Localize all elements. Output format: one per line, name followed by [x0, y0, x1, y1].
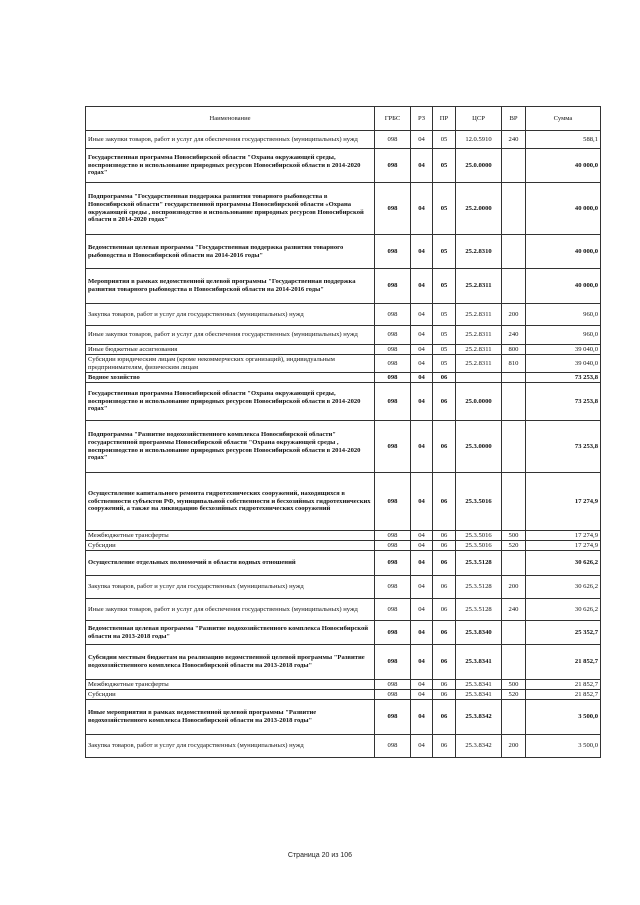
header-csr: ЦСР: [456, 107, 502, 131]
cell-rz: 04: [411, 576, 433, 599]
cell-pr: 06: [433, 690, 456, 700]
cell-rz: 04: [411, 645, 433, 680]
cell-csr: 25.2.8311: [456, 355, 502, 373]
cell-vr: 200: [502, 576, 526, 599]
cell-csr: 25.3.8341: [456, 645, 502, 680]
cell-name: Государственная программа Новосибирской области "Охрана окружающей среды, воспроизводство и использование природных ресурсов Новосибирской области в 2014-2020 годах": [86, 149, 375, 183]
cell-rz: 04: [411, 373, 433, 383]
cell-vr: [502, 269, 526, 304]
cell-grbs: 098: [375, 541, 411, 551]
cell-csr: 25.2.8310: [456, 235, 502, 269]
cell-grbs: 098: [375, 131, 411, 149]
cell-rz: 04: [411, 355, 433, 373]
cell-name: Закупка товаров, работ и услуг для государственных (муниципальных) нужд: [86, 735, 375, 758]
page-number: Страница 20 из 106: [287, 852, 353, 859]
cell-rz: 04: [411, 383, 433, 421]
cell-rz: 04: [411, 269, 433, 304]
table-row: [86, 680, 601, 690]
cell-name: Иные закупки товаров, работ и услуг для обеспечения государственных (муниципальных) нужд: [86, 326, 375, 345]
cell-grbs: 098: [375, 355, 411, 373]
cell-grbs: 098: [375, 326, 411, 345]
cell-rz: 04: [411, 531, 433, 541]
table-row: [86, 421, 601, 473]
cell-sum: 40 000,0: [526, 183, 601, 235]
cell-pr: 06: [433, 473, 456, 531]
cell-csr: 12.0.5910: [456, 131, 502, 149]
cell-name: Межбюджетные трансферты: [86, 680, 375, 690]
cell-rz: 04: [411, 345, 433, 355]
cell-rz: 04: [411, 735, 433, 758]
cell-grbs: 098: [375, 183, 411, 235]
cell-pr: 05: [433, 149, 456, 183]
cell-grbs: 098: [375, 680, 411, 690]
table-row: [86, 304, 601, 326]
cell-sum: 25 352,7: [526, 621, 601, 645]
cell-csr: 25.3.8342: [456, 735, 502, 758]
cell-pr: 05: [433, 131, 456, 149]
cell-csr: 25.3.0000: [456, 421, 502, 473]
cell-csr: 25.0.0000: [456, 383, 502, 421]
cell-grbs: 098: [375, 531, 411, 541]
cell-rz: 04: [411, 131, 433, 149]
cell-csr: [456, 373, 502, 383]
cell-grbs: 098: [375, 700, 411, 735]
cell-rz: 04: [411, 304, 433, 326]
header-grbs: ГРБС: [375, 107, 411, 131]
table-row: [86, 269, 601, 304]
cell-grbs: 098: [375, 690, 411, 700]
cell-name: Закупка товаров, работ и услуг для государственных (муниципальных) нужд: [86, 304, 375, 326]
header-vr: ВР: [502, 107, 526, 131]
cell-grbs: 098: [375, 421, 411, 473]
cell-csr: 25.3.8342: [456, 700, 502, 735]
table-row: [86, 131, 601, 149]
cell-grbs: 098: [375, 645, 411, 680]
table-row: [86, 531, 601, 541]
cell-name: Иные закупки товаров, работ и услуг для обеспечения государственных (муниципальных) нужд: [86, 131, 375, 149]
cell-grbs: 098: [375, 345, 411, 355]
cell-rz: 04: [411, 149, 433, 183]
cell-pr: 06: [433, 421, 456, 473]
cell-name: Ведомственная целевая программа "Развитие водохозяйственного комплекса Новосибирской области на 2013-2018 годы": [86, 621, 375, 645]
cell-name: Государственная программа Новосибирской области "Охрана окружающей среды, воспроизводство и использование природных ресурсов Новосибирской области в 2014-2020 годах": [86, 383, 375, 421]
cell-name: Субсидии: [86, 541, 375, 551]
table-row: [86, 700, 601, 735]
cell-name: Подпрограмма "Государственная поддержка развития товарного рыбоводства в Новосибирской области" государственной программы Новосибирской области «Охрана окружающей среды , воспроизводство и использование природных ресурсов Новосибирской области в 2014-2020 годах": [86, 183, 375, 235]
cell-name: Мероприятия в рамках ведомственной целевой программы "Государственная поддержка развития товарного рыбоводства в Новосибирской области на 2014-2016 годы": [86, 269, 375, 304]
cell-vr: 810: [502, 355, 526, 373]
cell-sum: 17 274,9: [526, 541, 601, 551]
table-row: [86, 576, 601, 599]
cell-rz: 04: [411, 690, 433, 700]
table-row: [86, 599, 601, 621]
cell-sum: 39 040,0: [526, 345, 601, 355]
cell-sum: 30 626,2: [526, 576, 601, 599]
cell-rz: 04: [411, 551, 433, 576]
cell-name: Субсидии: [86, 690, 375, 700]
cell-sum: 588,1: [526, 131, 601, 149]
cell-name: Подпрограмма "Развитие водохозяйственного комплекса Новосибирской области" государственной программы Новосибирской области "Охрана окружающей среды , воспроизводство и использование природных ресурсов Новосибирской области в 2014-2020 годах": [86, 421, 375, 473]
table-row: [86, 183, 601, 235]
cell-vr: 500: [502, 680, 526, 690]
cell-sum: 73 253,8: [526, 383, 601, 421]
cell-name: Ведомственная целевая программа "Государственная поддержка развития товарного рыбоводства в Новосибирской области на 2014-2016 годы": [86, 235, 375, 269]
header-name: Наименование: [86, 107, 375, 131]
table-row: [86, 690, 601, 700]
table-row: [86, 735, 601, 758]
cell-sum: 73 253,8: [526, 421, 601, 473]
cell-rz: 04: [411, 326, 433, 345]
table-row: [86, 373, 601, 383]
cell-sum: 17 274,9: [526, 531, 601, 541]
cell-pr: 06: [433, 735, 456, 758]
cell-grbs: 098: [375, 621, 411, 645]
cell-vr: [502, 621, 526, 645]
cell-grbs: 098: [375, 235, 411, 269]
cell-pr: 06: [433, 541, 456, 551]
cell-vr: 200: [502, 735, 526, 758]
cell-pr: 06: [433, 576, 456, 599]
cell-sum: 73 253,8: [526, 373, 601, 383]
cell-pr: 06: [433, 383, 456, 421]
cell-grbs: 098: [375, 551, 411, 576]
cell-csr: 25.3.5128: [456, 576, 502, 599]
cell-csr: 25.0.0000: [456, 149, 502, 183]
cell-vr: [502, 421, 526, 473]
cell-name: Субсидии местным бюджетам на реализацию ведомственной целевой программы "Развитие водохозяйственного комплекса Новосибирской области на 2013-2018 годы": [86, 645, 375, 680]
cell-csr: 25.3.5016: [456, 541, 502, 551]
table-row: [86, 645, 601, 680]
cell-vr: 240: [502, 131, 526, 149]
table-header-row: [86, 107, 601, 131]
cell-sum: 30 626,2: [526, 599, 601, 621]
cell-pr: 05: [433, 304, 456, 326]
cell-vr: [502, 149, 526, 183]
cell-pr: 06: [433, 680, 456, 690]
cell-rz: 04: [411, 541, 433, 551]
cell-grbs: 098: [375, 599, 411, 621]
header-sum: Сумма: [526, 107, 601, 131]
cell-sum: 3 500,0: [526, 700, 601, 735]
header-rz: РЗ: [411, 107, 433, 131]
cell-sum: 3 500,0: [526, 735, 601, 758]
cell-pr: 06: [433, 531, 456, 541]
cell-csr: 25.3.5016: [456, 531, 502, 541]
table-row: [86, 383, 601, 421]
table-row: [86, 345, 601, 355]
cell-sum: 40 000,0: [526, 149, 601, 183]
cell-csr: 25.3.5016: [456, 473, 502, 531]
cell-rz: 04: [411, 421, 433, 473]
cell-name: Водное хозяйство: [86, 373, 375, 383]
cell-pr: 05: [433, 355, 456, 373]
cell-csr: 25.3.5128: [456, 599, 502, 621]
cell-name: Осуществление капитального ремонта гидротехнических сооружений, находящихся в собственности субъектов РФ, муниципальной собственности и бесхозяйных гидротехнических сооружений, а также на ликвидацию бесхозяйных гидротехнических сооружений: [86, 473, 375, 531]
cell-csr: 25.2.8311: [456, 269, 502, 304]
cell-name: Межбюджетные трансферты: [86, 531, 375, 541]
table-row: [86, 551, 601, 576]
cell-csr: 25.2.8311: [456, 345, 502, 355]
cell-grbs: 098: [375, 304, 411, 326]
cell-pr: 06: [433, 373, 456, 383]
cell-sum: 960,0: [526, 326, 601, 345]
cell-sum: 40 000,0: [526, 235, 601, 269]
cell-name: Осуществление отдельных полномочий в области водных отношений: [86, 551, 375, 576]
cell-vr: [502, 235, 526, 269]
cell-vr: 240: [502, 599, 526, 621]
cell-vr: [502, 373, 526, 383]
cell-csr: 25.3.5128: [456, 551, 502, 576]
cell-pr: 06: [433, 551, 456, 576]
cell-pr: 05: [433, 345, 456, 355]
cell-sum: 21 852,7: [526, 680, 601, 690]
cell-vr: 200: [502, 304, 526, 326]
cell-sum: 40 000,0: [526, 269, 601, 304]
cell-rz: 04: [411, 183, 433, 235]
cell-csr: 25.3.8341: [456, 680, 502, 690]
cell-vr: [502, 645, 526, 680]
cell-csr: 25.3.8340: [456, 621, 502, 645]
cell-sum: 21 852,7: [526, 645, 601, 680]
cell-vr: 500: [502, 531, 526, 541]
cell-name: Иные бюджетные ассигнования: [86, 345, 375, 355]
table-row: [86, 541, 601, 551]
cell-vr: 520: [502, 541, 526, 551]
cell-grbs: 098: [375, 269, 411, 304]
cell-rz: 04: [411, 473, 433, 531]
cell-vr: 520: [502, 690, 526, 700]
cell-pr: 05: [433, 326, 456, 345]
cell-vr: [502, 383, 526, 421]
cell-csr: 25.3.8341: [456, 690, 502, 700]
cell-rz: 04: [411, 599, 433, 621]
cell-vr: 240: [502, 326, 526, 345]
cell-vr: [502, 551, 526, 576]
cell-name: Иные мероприятия в рамках ведомственной целевой программы "Развитие водохозяйственного комплекса Новосибирской области на 2013-2018 годы": [86, 700, 375, 735]
cell-sum: 960,0: [526, 304, 601, 326]
cell-name: Субсидии юридическим лицам (кроме некоммерческих организаций), индивидуальным предпринимателям, физическим лицам: [86, 355, 375, 373]
cell-sum: 21 852,7: [526, 690, 601, 700]
table-body: [86, 131, 601, 758]
cell-pr: 05: [433, 269, 456, 304]
header-pr: ПР: [433, 107, 456, 131]
table-row: [86, 149, 601, 183]
cell-grbs: 098: [375, 373, 411, 383]
cell-sum: 17 274,9: [526, 473, 601, 531]
table-row: [86, 235, 601, 269]
cell-name: Закупка товаров, работ и услуг для государственных (муниципальных) нужд: [86, 576, 375, 599]
cell-vr: 800: [502, 345, 526, 355]
cell-pr: 06: [433, 700, 456, 735]
cell-grbs: 098: [375, 149, 411, 183]
cell-grbs: 098: [375, 383, 411, 421]
cell-pr: 05: [433, 235, 456, 269]
budget-table: [85, 106, 601, 758]
cell-csr: 25.2.8311: [456, 304, 502, 326]
table-row: [86, 473, 601, 531]
cell-pr: 06: [433, 621, 456, 645]
cell-grbs: 098: [375, 473, 411, 531]
cell-rz: 04: [411, 235, 433, 269]
cell-csr: 25.2.8311: [456, 326, 502, 345]
cell-rz: 04: [411, 680, 433, 690]
cell-vr: [502, 473, 526, 531]
cell-sum: 30 626,2: [526, 551, 601, 576]
cell-grbs: 098: [375, 735, 411, 758]
cell-grbs: 098: [375, 576, 411, 599]
cell-vr: [502, 700, 526, 735]
cell-name: Иные закупки товаров, работ и услуг для обеспечения государственных (муниципальных) нужд: [86, 599, 375, 621]
cell-pr: 05: [433, 183, 456, 235]
cell-rz: 04: [411, 700, 433, 735]
cell-vr: [502, 183, 526, 235]
cell-rz: 04: [411, 621, 433, 645]
cell-pr: 06: [433, 645, 456, 680]
table-row: [86, 355, 601, 373]
table-row: [86, 621, 601, 645]
cell-csr: 25.2.0000: [456, 183, 502, 235]
cell-pr: 06: [433, 599, 456, 621]
cell-sum: 39 040,0: [526, 355, 601, 373]
table-row: [86, 326, 601, 345]
